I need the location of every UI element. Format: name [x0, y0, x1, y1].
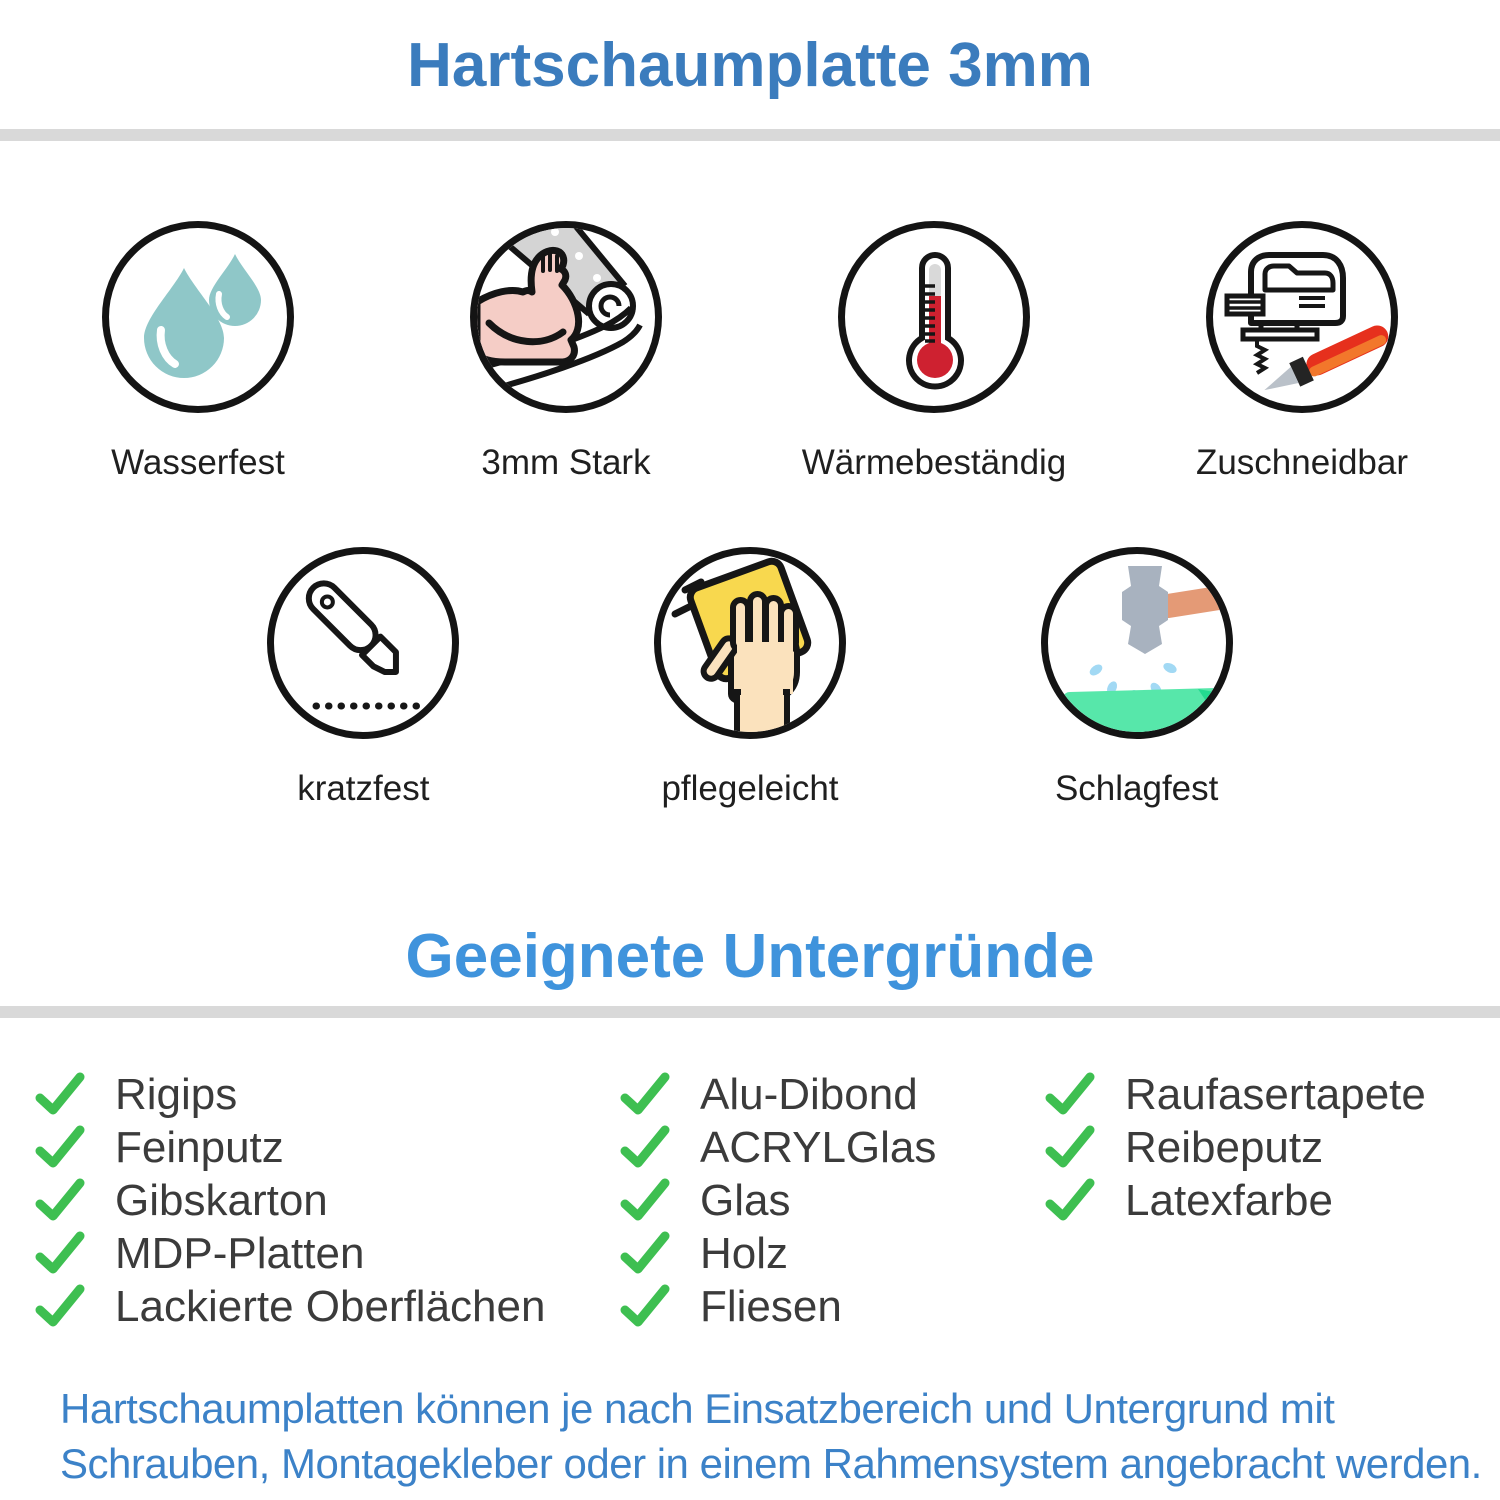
- page-title: Hartschaumplatte 3mm: [407, 31, 1093, 100]
- substrate-label: Lackierte Oberflächen: [115, 1281, 546, 1331]
- check-icon: [1045, 1176, 1095, 1226]
- section-title: Geeignete Untergründe: [405, 922, 1095, 991]
- muscle-arm-icon: [477, 228, 655, 406]
- substrate-item: [620, 1174, 1045, 1227]
- substrate-item: [620, 1068, 1045, 1121]
- feature-label: kratzfest: [297, 769, 430, 808]
- jigsaw-icon: [1213, 228, 1391, 406]
- feature-circle: [267, 547, 459, 739]
- feature-circle: [838, 221, 1030, 413]
- check-icon: [1045, 1123, 1095, 1173]
- substrate-item: [35, 1227, 620, 1280]
- substrate-item: [1045, 1121, 1426, 1174]
- feature-circle: [1206, 221, 1398, 413]
- substrate-label: Rigips: [115, 1069, 238, 1119]
- divider-middle: [0, 1006, 1500, 1018]
- hammer-icon: [1048, 554, 1226, 732]
- feature-circle: [102, 221, 294, 413]
- feature-label: Zuschneidbar: [1195, 443, 1409, 482]
- check-icon: [620, 1282, 670, 1332]
- substrate-label: Holz: [700, 1228, 789, 1278]
- feature-schlagfest: [943, 547, 1330, 809]
- divider-top: [0, 129, 1500, 141]
- check-icon: [35, 1123, 85, 1173]
- water-drops-icon: [109, 228, 287, 406]
- feature-circle: [470, 221, 662, 413]
- feature-label: Wärmebeständig: [801, 443, 1067, 482]
- feature-label: pflegeleicht: [661, 769, 839, 808]
- substrate-item: [620, 1121, 1045, 1174]
- check-icon: [35, 1282, 85, 1332]
- cleaning-hand-icon: [661, 554, 839, 732]
- substrate-item: [35, 1068, 620, 1121]
- check-icon: [620, 1123, 670, 1173]
- substrate-item: [1045, 1174, 1426, 1227]
- footer-note: [0, 1381, 1500, 1491]
- feature-label: 3mm Stark: [481, 443, 651, 482]
- cutter-knife-icon: [274, 554, 452, 732]
- substrate-label: MDP-Platten: [115, 1228, 365, 1278]
- substrate-item: [35, 1280, 620, 1333]
- substrate-label: Fliesen: [700, 1281, 842, 1331]
- feature-circle: [1041, 547, 1233, 739]
- substrate-label: Alu-Dibond: [700, 1069, 918, 1119]
- check-icon: [35, 1176, 85, 1226]
- thermometer-icon: [845, 228, 1023, 406]
- substrate-label: Raufasertapete: [1125, 1069, 1426, 1119]
- substrates-list: [0, 1068, 1500, 1333]
- feature-waermebestaendig: [750, 221, 1118, 483]
- feature-label: Wasserfest: [111, 443, 285, 482]
- feature-3mm-stark: [382, 221, 750, 483]
- features-row-2: [170, 547, 1330, 809]
- substrate-column-2: [620, 1068, 1045, 1333]
- check-icon: [35, 1229, 85, 1279]
- feature-wasserfest: [14, 221, 382, 483]
- feature-kratzfest: [170, 547, 557, 809]
- feature-circle: [654, 547, 846, 739]
- check-icon: [1045, 1070, 1095, 1120]
- footer-note-line1: Hartschaumplatten können je nach Einsatzbereich und Untergrund mit: [60, 1385, 1335, 1432]
- feature-zuschneidbar: [1118, 221, 1486, 483]
- substrate-label: Feinputz: [115, 1122, 284, 1172]
- feature-label: Schlagfest: [1054, 769, 1219, 808]
- substrate-item: [1045, 1068, 1426, 1121]
- substrate-label: Glas: [700, 1175, 791, 1225]
- footer-note-line2: Schrauben, Montagekleber oder in einem Rahmensystem angebracht werden.: [60, 1440, 1482, 1487]
- feature-pflegeleicht: [557, 547, 944, 809]
- substrate-column-3: [1045, 1068, 1426, 1333]
- substrate-item: [35, 1121, 620, 1174]
- substrate-label: Latexfarbe: [1125, 1175, 1333, 1225]
- substrate-label: Reibeputz: [1125, 1122, 1324, 1172]
- check-icon: [620, 1176, 670, 1226]
- check-icon: [620, 1229, 670, 1279]
- substrate-column-1: [35, 1068, 620, 1333]
- substrate-item: [620, 1280, 1045, 1333]
- features-row-1: [0, 221, 1500, 483]
- check-icon: [620, 1070, 670, 1120]
- substrate-label: ACRYLGlas: [700, 1122, 937, 1172]
- substrate-item: [620, 1227, 1045, 1280]
- substrate-label: Gibskarton: [115, 1175, 328, 1225]
- check-icon: [35, 1070, 85, 1120]
- substrate-item: [35, 1174, 620, 1227]
